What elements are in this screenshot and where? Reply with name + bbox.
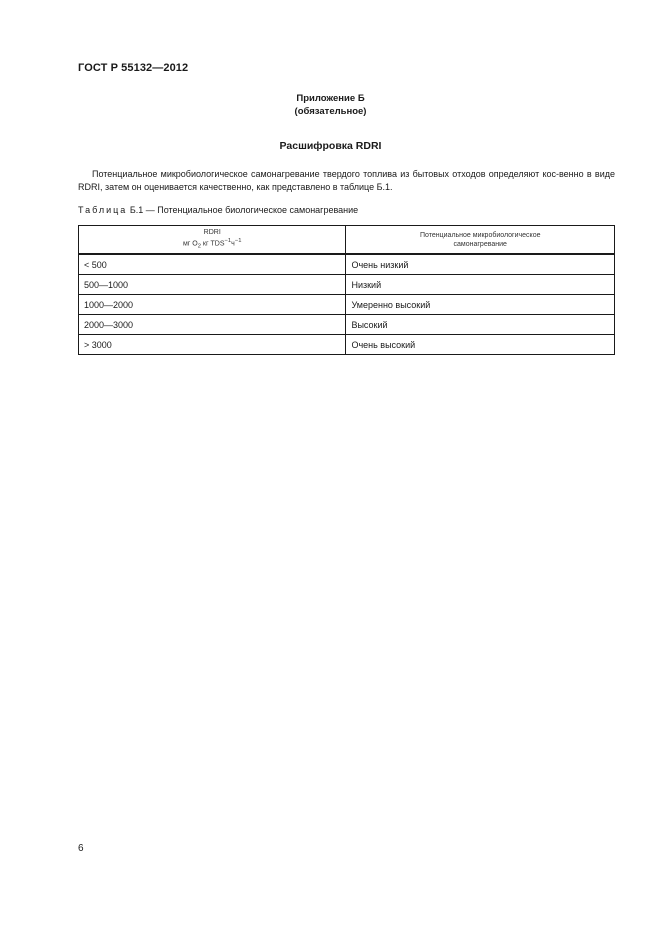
table-row [79, 275, 615, 295]
cell-level: Очень высокий [346, 335, 615, 355]
appendix-status: (обязательное) [294, 106, 367, 117]
table-row [79, 295, 615, 315]
cell-range: 500—1000 [79, 275, 346, 295]
table-row [79, 254, 615, 275]
table-row [79, 315, 615, 335]
table-header-row [79, 226, 615, 255]
header-self-heating [346, 226, 615, 255]
table-row [79, 335, 615, 355]
body-paragraph: Потенциальное микробиологическое самонагревание твердого топлива из бытовых отходов определяют кос-венно в виде RDRI, затем он оценивается качественно, как представлено в таблице Б.1. [78, 169, 615, 192]
unit-part-mg-o: мг O [182, 239, 198, 247]
cell-level: Низкий [346, 275, 615, 295]
header-rdri [79, 226, 346, 255]
cell-range: < 500 [79, 254, 346, 275]
appendix-title: Приложение Б [296, 93, 365, 104]
cell-level: Высокий [346, 315, 615, 335]
standard-designation: ГОСТ Р 55132—2012 [78, 62, 189, 74]
cell-range: 2000—3000 [79, 315, 346, 335]
header-self-heating-line2: самонагревание [453, 240, 507, 248]
unit-superscript-2: −1 [234, 237, 242, 244]
unit-part-h: ч [231, 239, 235, 247]
header-self-heating-line1: Потенциальное микробиологическое [419, 231, 541, 239]
table-caption-label: Таблица [78, 205, 128, 215]
cell-range: 1000—2000 [79, 295, 346, 315]
section-title: Расшифровка RDRI [279, 140, 382, 152]
page-number: 6 [78, 843, 84, 854]
rdri-table [78, 225, 615, 355]
unit-subscript: 2 [197, 243, 201, 250]
unit-superscript-1: −1 [224, 237, 232, 244]
cell-range: > 3000 [79, 335, 346, 355]
table-caption [78, 205, 358, 215]
header-rdri-label: RDRI [203, 228, 221, 236]
cell-level: Умеренно высокий [346, 295, 615, 315]
cell-level: Очень низкий [346, 254, 615, 275]
unit-part-kg-tds: кг TDS [200, 239, 225, 247]
table-caption-text: Б.1 — Потенциальное биологическое самонагревание [129, 205, 359, 215]
header-rdri-unit [84, 237, 340, 252]
